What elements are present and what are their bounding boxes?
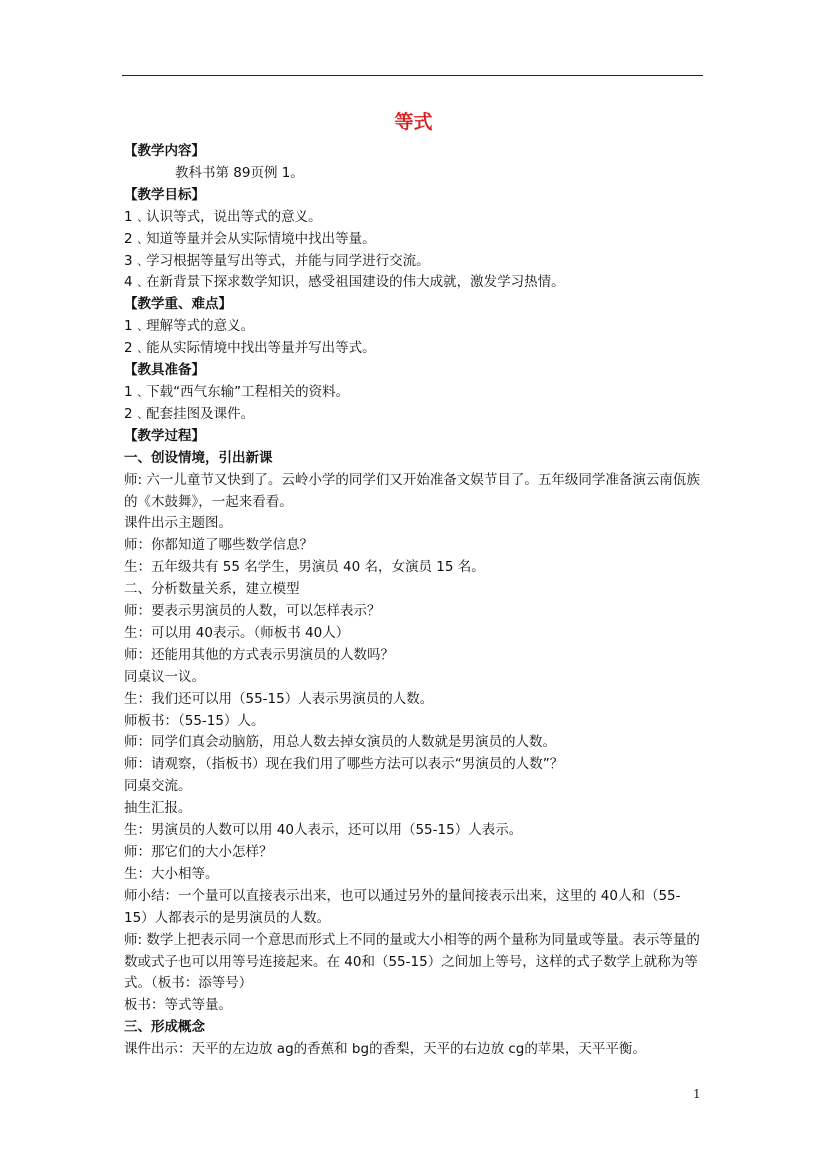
body-line: 二、分析数量关系，建立模型	[124, 581, 300, 598]
section-heading: 【教学过程】	[124, 427, 205, 444]
body-line: 同桌交流。	[124, 778, 192, 795]
body-line: 师小结：一个量可以直接表示出来，也可以通过另外的量间接表示出来，这里的 40人和（55-15）人都表示的是男演员的人数。	[124, 887, 681, 926]
body-line: 生：五年级共有 55 名学生，男演员 40 名，女演员 15 名。	[124, 559, 485, 576]
body-line: 师：还能用其他的方式表示男演员的人数吗？	[124, 646, 394, 663]
body-line: 2﹑配套挂图及课件。	[124, 405, 255, 422]
body-line: 1﹑认识等式，说出等式的意义。	[124, 208, 322, 225]
section-heading: 【教具准备】	[124, 362, 205, 379]
body-line: 板书：等式等量。	[124, 997, 232, 1014]
body-line: 2﹑知道等量并会从实际情境中找出等量。	[124, 230, 376, 247]
section-heading: 【教学目标】	[124, 186, 205, 203]
body-line: 4﹑在新背景下探求数学知识，感受祖国建设的伟大成就，激发学习热情。	[124, 274, 565, 291]
body-line: 课件出示：天平的左边放 ag的香蕉和 bg的香梨，天平的右边放 cg的苹果，天平平衡。	[124, 1041, 646, 1058]
body-line: 师：同学们真会动脑筋，用总人数去掉女演员的人数就是男演员的人数。	[124, 734, 556, 751]
section-heading: 【教学内容】	[124, 143, 205, 159]
document-body	[124, 141, 704, 1061]
header-rule	[122, 75, 703, 76]
body-line: 师：要表示男演员的人数，可以怎样表示？	[124, 603, 381, 620]
body-line: 师板书：（55-15）人。	[124, 712, 265, 729]
body-line: 生：男演员的人数可以用 40人表示，还可以用（55-15）人表示。	[124, 822, 523, 839]
body-line: 1﹑理解等式的意义。	[124, 318, 255, 335]
body-line: 1﹑下载“西气东输”工程相关的资料。	[124, 383, 350, 400]
section-heading: 一、创设情境，引出新课	[124, 449, 273, 466]
section-heading: 【教学重、难点】	[124, 296, 232, 313]
body-line: 抽生汇报。	[124, 800, 192, 817]
section-heading: 三、形成概念	[124, 1019, 205, 1036]
body-line: 3﹑学习根据等量写出等式，并能与同学进行交流。	[124, 252, 430, 269]
body-line: 2﹑能从实际情境中找出等量并写出等式。	[124, 340, 376, 357]
page-number: 1	[693, 1087, 701, 1101]
body-line: 师：你都知道了哪些数学信息？	[124, 537, 313, 554]
body-line: 生：可以用 40表示。（师板书 40人）	[124, 624, 350, 641]
body-line: 师：请观察，（指板书）现在我们用了哪些方法可以表示“男演员的人数”？	[124, 756, 564, 773]
body-line: 同桌议一议。	[124, 668, 205, 685]
body-line: 课件出示主题图。	[124, 515, 232, 532]
body-line: 师: 六一儿童节又快到了。云岭小学的同学们又开始准备文娱节目了。五年级同学准备演云南佤族的《木鼓舞》，一起来看看。	[124, 471, 700, 510]
body-line: 生：大小相等。	[124, 865, 219, 882]
body-line: 师: 数学上把表示同一个意思而形式上不同的量或大小相等的两个量称为同量或等量。表示等量的数或式子也可以用等号连接起来。在 40和（55-15）之间加上等号，这样的式子数学上就称为等式。（板书：添等号）	[124, 931, 700, 992]
body-line: 师：那它们的大小怎样？	[124, 844, 273, 860]
document-title: 等式	[394, 111, 433, 133]
body-line: 教科书第 89页例 1。	[175, 164, 304, 181]
body-line: 生：我们还可以用（55-15）人表示男演员的人数。	[124, 690, 434, 707]
